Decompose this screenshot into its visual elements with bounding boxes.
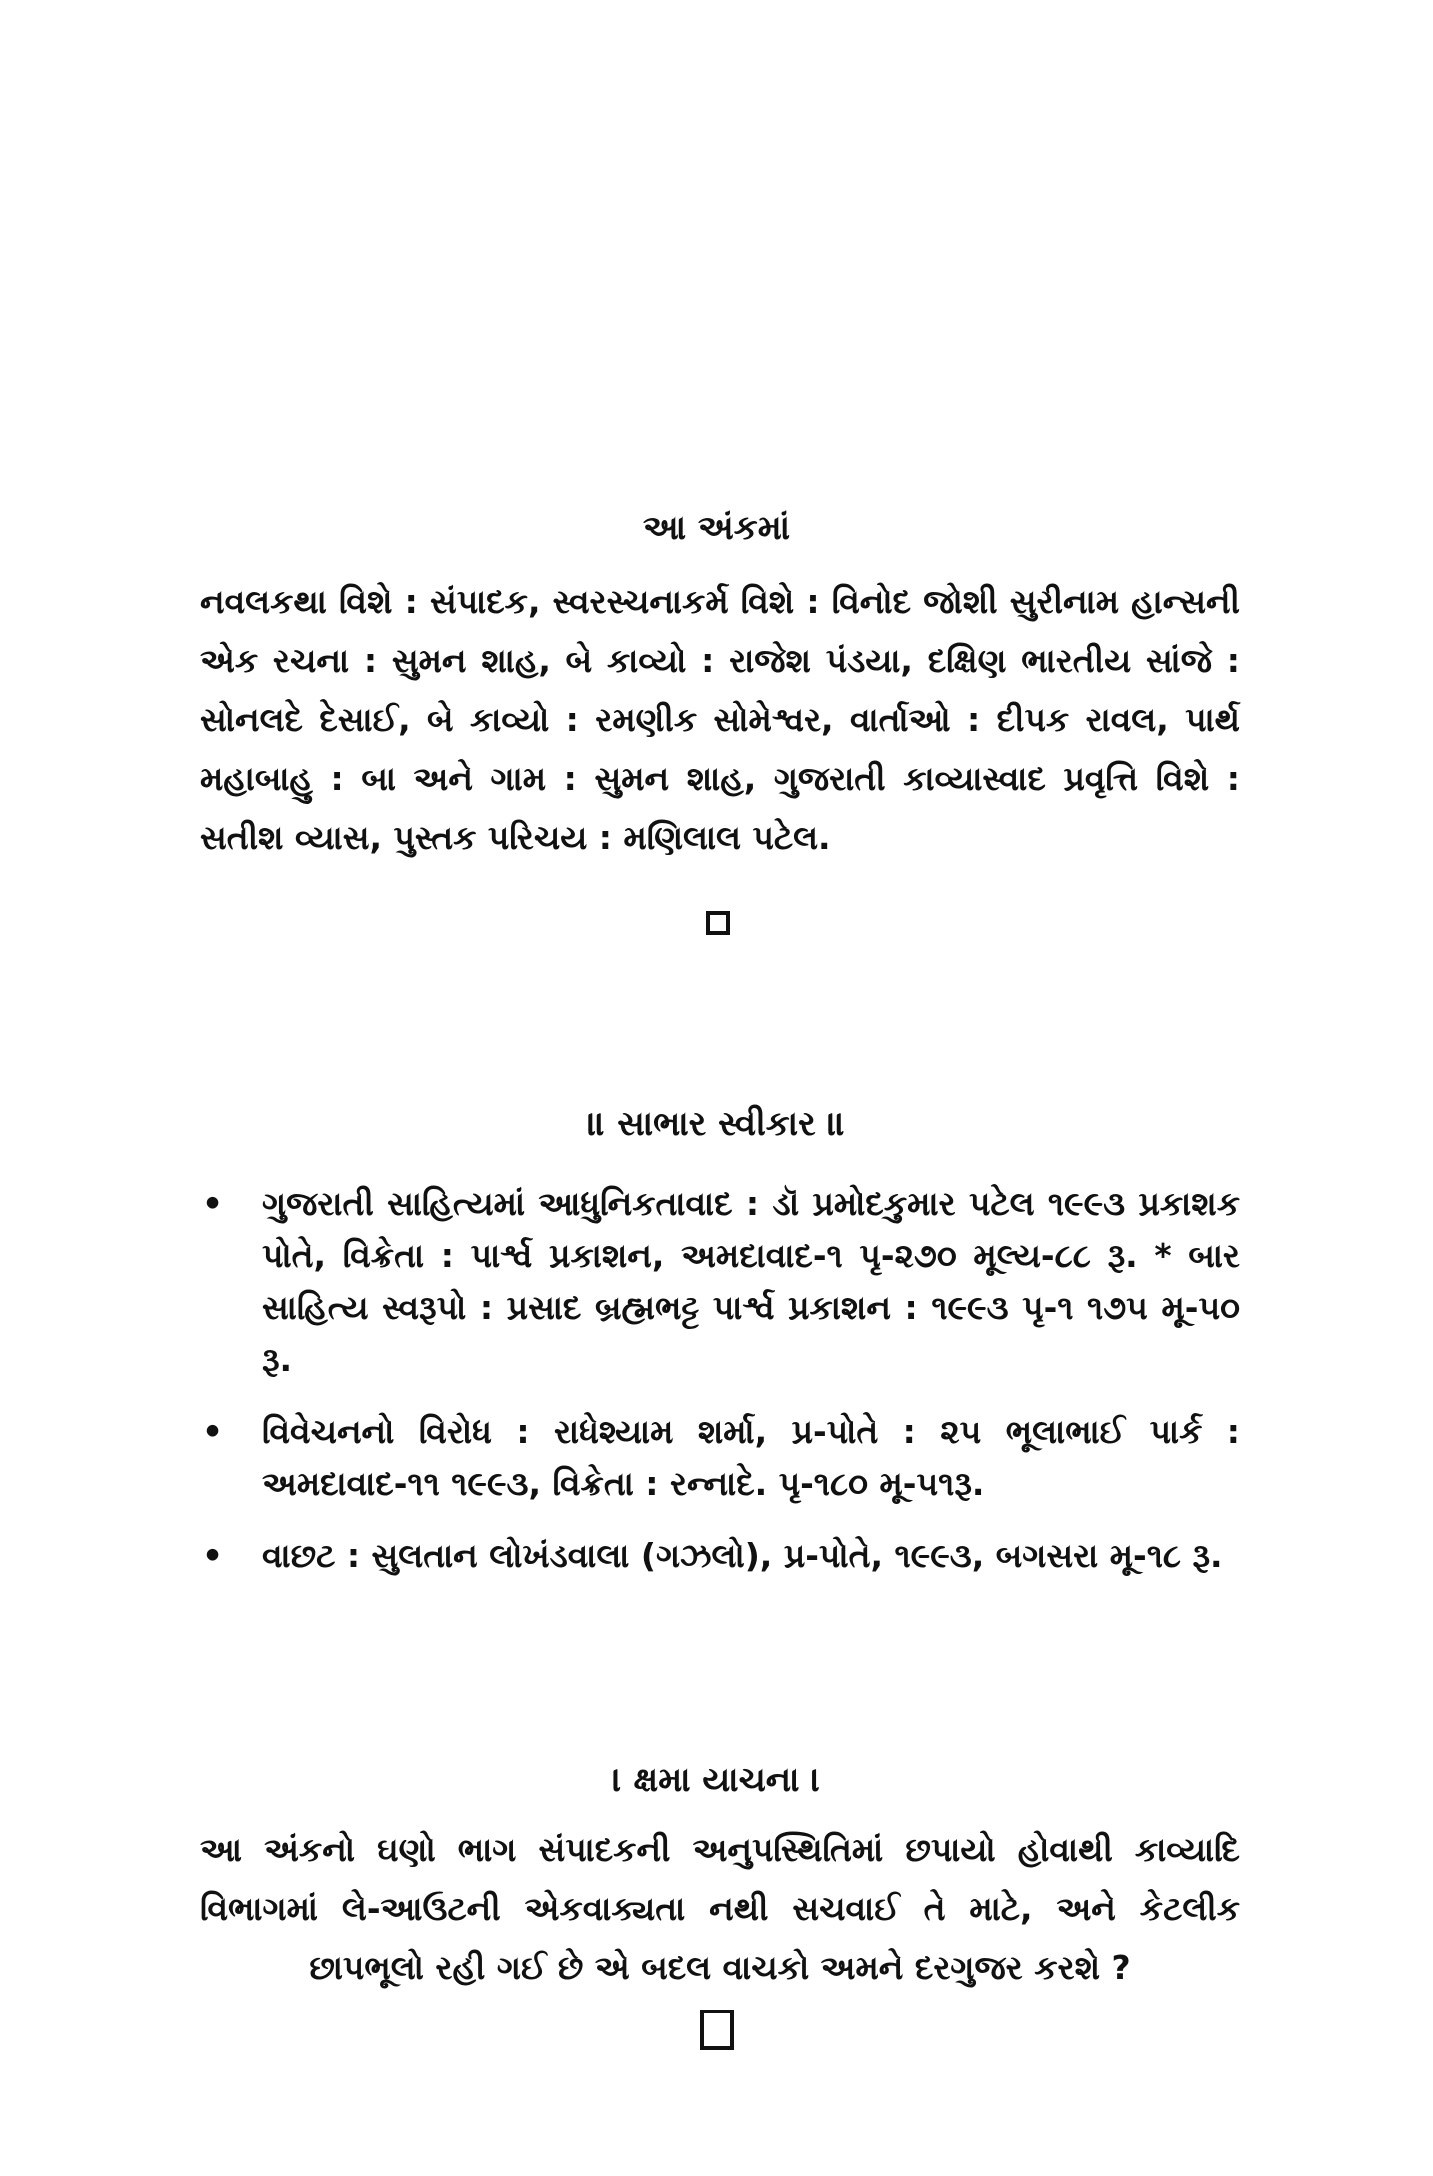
list-item-text: વાછટ : સુલતાન લોખંડવાલા (ગઝલો), પ્ર-પોતે, ૧૯૯૩, બગસરા મૂ-૧૮ રૂ. [262, 1536, 1223, 1575]
bullet-icon: • [202, 1412, 224, 1451]
acknowledgement-heading: ॥ સાભાર સ્વીકાર ॥ [587, 1104, 846, 1144]
list-item [200, 1530, 1240, 1582]
section-divider-square [706, 911, 730, 935]
list-item [200, 1178, 1240, 1386]
apology-text: આ અંકનો ઘણો ભાગ સંપાદકની અનુપસ્થિતિમાં છપાયો હોવાથી કાવ્યાદિ વિભાગમાં લે-આઉટની એકવાક્યતા નથી સચવાઈ તે માટે, અને કેટલીક છાપભૂલો રહી ગઈ છે એ બદલ વાચકો અમને દરગુજર કરશે ? [200, 1830, 1240, 1987]
list-item-text: વિવેચનનો વિરોધ : રાધેશ્યામ શર્મા, પ્ર-પોતે : ૨૫ ભૂલાભાઈ પાર્ક : અમદાવાદ-૧૧ ૧૯૯૩, વિક્રેતા : રન્નાદે. પૃ-૧૮૦ મૂ-૫૧રૂ. [262, 1412, 1240, 1503]
list-item-text: ગુજરાતી સાહિત્યમાં આધુનિકતાવાદ : ડૉ પ્રમોદકુમાર પટેલ ૧૯૯૩ પ્રકાશક પોતે, વિક્રેતા : પાર્શ્વ પ્રકાશન, અમદાવાદ-૧ પૃ-૨૭૦ મૂલ્ય-૮૮ રૂ. * બાર સાહિત્ય સ્વરૂપો : પ્રસાદ બ્રહ્મભટ્ટ પાર્શ્વ પ્રકાશન : ૧૯૯૩ પૃ-૧ ૧૭૫ મૂ-૫૦ રૂ. [262, 1184, 1240, 1379]
page-number-mark [700, 2010, 734, 2050]
bullet-icon: • [202, 1536, 224, 1575]
acknowledgement-list [200, 1178, 1240, 1602]
contents-text: નવલકથા વિશે : સંપાદક, સ્વરસ્ચનાકર્મ વિશે : વિનોદ જોશી સુરીનામ હાન્સની એક રચના : સુમન શાહ, બે કાવ્યો : રાજેશ પંડયા, દક્ષિણ ભારતીય સાંજે : સોનલદે દેસાઈ, બે કાવ્યો : રમણીક સોમેશ્વર, વાર્તાઓ : દીપક રાવલ, પાર્થ મહાબાહુ : બા અને ગામ : સુમન શાહ, ગુજરાતી કાવ્યાસ્વાદ પ્રવૃત્તિ વિશે : સતીશ વ્યાસ, પુસ્તક પરિચય : મણિલાલ પટેલ. [200, 582, 1240, 857]
list-item [200, 1406, 1240, 1510]
contents-heading: આ અંકમાં [642, 508, 791, 548]
bullet-icon: • [202, 1184, 224, 1223]
apology-heading: । ક્ષમા યાચના । [612, 1760, 821, 1800]
